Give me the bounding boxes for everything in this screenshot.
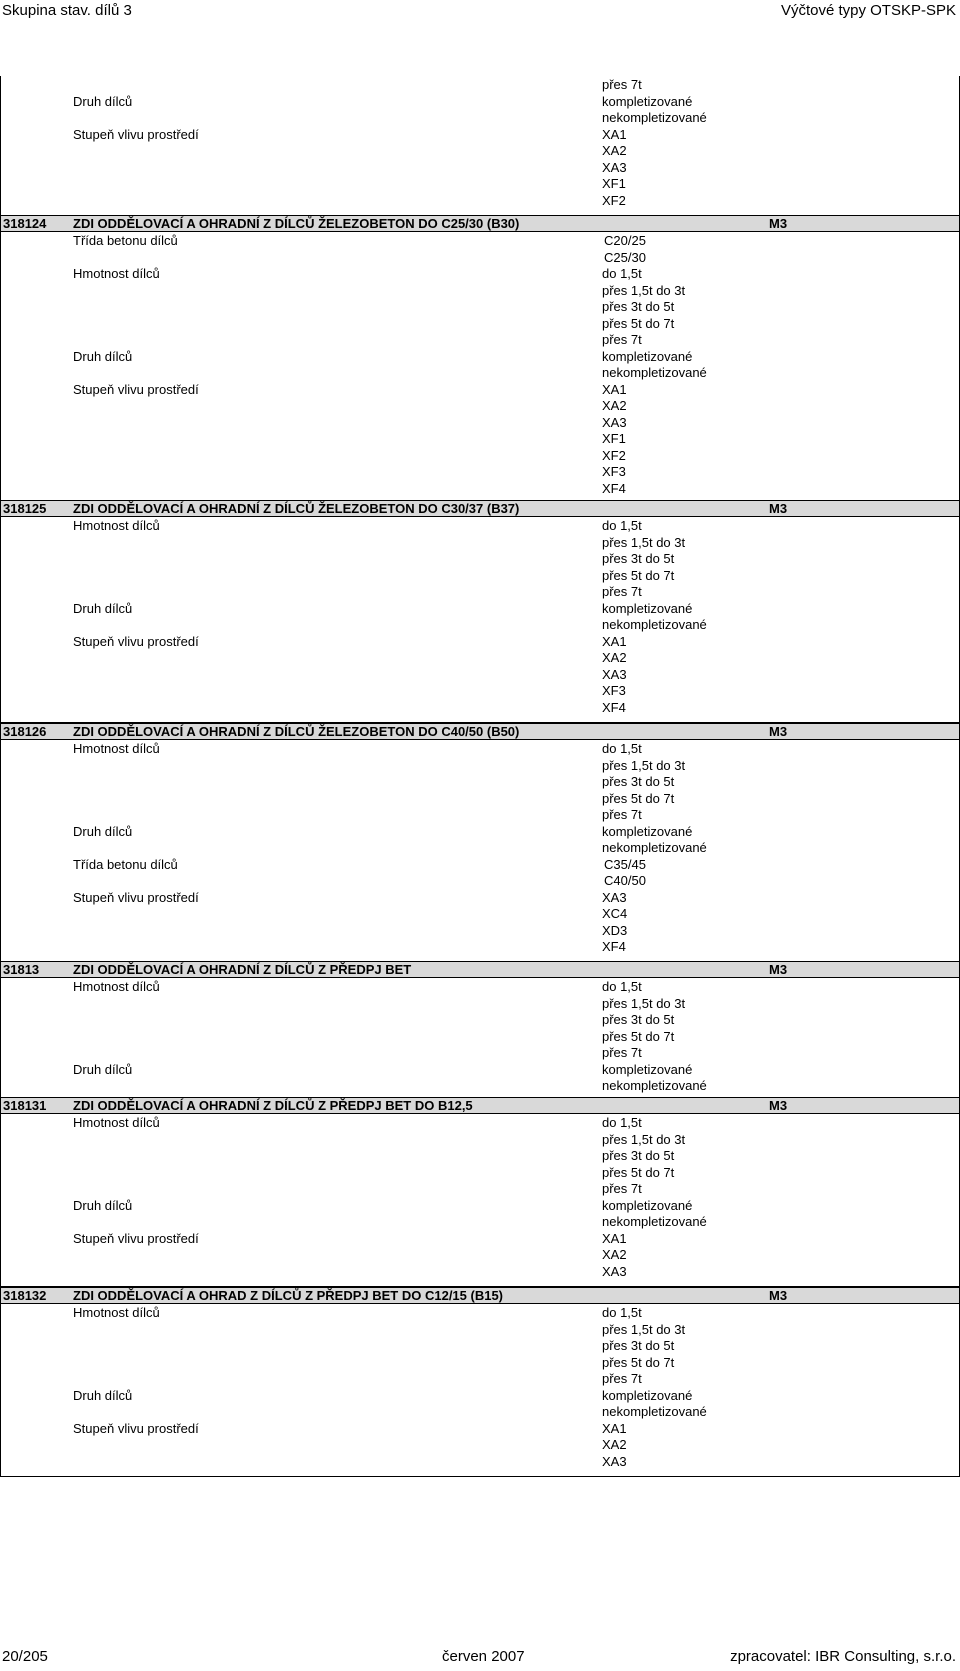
value-item: XD3 — [602, 922, 628, 938]
value-item: přes 7t — [602, 1371, 642, 1386]
value-item: kompletizované — [602, 1387, 693, 1403]
item-unit: M3 — [769, 1288, 788, 1303]
value-item: přes 1,5t do 3t — [602, 1321, 686, 1337]
value-item: XF4 — [602, 939, 626, 954]
value-item: XF3 — [602, 464, 626, 479]
param-label: Druh dílců — [73, 823, 133, 839]
item-unit: M3 — [769, 962, 788, 977]
item-header-bar — [1, 215, 959, 232]
value-item: C25/30 — [604, 249, 646, 265]
value-item: přes 3t do 5t — [602, 1338, 675, 1353]
value-item: do 1,5t — [602, 518, 642, 533]
value-item: XF4 — [602, 699, 626, 715]
value-item: XC4 — [602, 906, 628, 921]
value-item: přes 7t — [602, 584, 642, 599]
value-item: do 1,5t — [602, 741, 642, 756]
param-label: Druh dílců — [73, 1197, 133, 1213]
value-item: kompletizované — [602, 600, 693, 616]
value-item: přes 5t do 7t — [602, 790, 675, 806]
value-item: XA2 — [602, 398, 627, 413]
value-item: přes 5t do 7t — [602, 1164, 675, 1180]
value-item: přes 3t do 5t — [602, 1148, 675, 1163]
value-item: XF2 — [602, 192, 626, 208]
item-unit: M3 — [769, 724, 788, 739]
value-item: kompletizované — [602, 93, 693, 109]
block-bottom-border — [1, 1476, 959, 1477]
value-item: přes 3t do 5t — [602, 774, 675, 789]
value-item: kompletizované — [602, 1061, 693, 1077]
item-title: ZDI ODDĚLOVACÍ A OHRAD Z DÍLCŮ Z PŘEDPJ BET DO C12/15 (B15) — [73, 1288, 504, 1303]
value-item: XA1 — [602, 381, 627, 397]
param-label: Stupeň vlivu prostředí — [73, 126, 199, 142]
item-block — [0, 215, 960, 504]
value-item: přes 7t — [602, 332, 642, 347]
value-item: přes 5t do 7t — [602, 1028, 675, 1044]
param-label: Druh dílců — [73, 93, 133, 109]
value-item: do 1,5t — [602, 1305, 642, 1320]
param-label: Stupeň vlivu prostředí — [73, 381, 199, 397]
item-header-bar — [1, 500, 959, 517]
value-item: XA2 — [602, 1437, 627, 1452]
value-item: XF2 — [602, 447, 626, 463]
param-label: Třída betonu dílců — [73, 233, 178, 248]
param-label: Druh dílců — [73, 1387, 133, 1403]
value-item: kompletizované — [602, 348, 693, 364]
value-item: XA3 — [602, 414, 627, 430]
footer-page-number: 20/205 — [2, 1648, 48, 1665]
item-block — [0, 1097, 960, 1287]
value-item: přes 1,5t do 3t — [602, 282, 686, 298]
item-code: 31813 — [3, 962, 40, 977]
item-unit: M3 — [769, 1098, 788, 1113]
param-label: Stupeň vlivu prostředí — [73, 1420, 199, 1436]
param-label: Hmotnost dílců — [73, 266, 160, 281]
value-item: XF1 — [602, 431, 626, 446]
value-item: XA1 — [602, 1420, 627, 1436]
item-title: ZDI ODDĚLOVACÍ A OHRADNÍ Z DÍLCŮ ŽELEZOBETON DO C30/37 (B37) — [73, 501, 520, 516]
value-item: přes 5t do 7t — [602, 567, 675, 583]
footer-author: zpracovatel: IBR Consulting, s.r.o. — [730, 1648, 956, 1665]
value-item: přes 1,5t do 3t — [602, 1131, 686, 1147]
footer-date: červen 2007 — [442, 1648, 525, 1665]
value-item: přes 7t — [602, 77, 642, 92]
value-item: C40/50 — [604, 873, 646, 888]
value-item: XA2 — [602, 650, 627, 665]
param-label: Hmotnost dílců — [73, 1305, 160, 1320]
value-item: XF1 — [602, 176, 626, 191]
value-item: přes 5t do 7t — [602, 315, 675, 331]
item-header-bar — [1, 1097, 959, 1114]
value-item: C35/45 — [604, 856, 646, 872]
item-title: ZDI ODDĚLOVACÍ A OHRADNÍ Z DÍLCŮ Z PŘEDPJ BET DO B12,5 — [73, 1098, 473, 1113]
param-label: Hmotnost dílců — [73, 1115, 160, 1130]
item-unit: M3 — [769, 216, 788, 231]
value-item: nekompletizované — [602, 617, 707, 632]
param-label: Stupeň vlivu prostředí — [73, 633, 199, 649]
value-item: XA3 — [602, 1263, 627, 1279]
page-header — [0, 0, 960, 30]
item-title: ZDI ODDĚLOVACÍ A OHRADNÍ Z DÍLCŮ Z PŘEDPJ BET — [73, 962, 412, 977]
item-header-bar — [1, 1287, 959, 1304]
param-label: Hmotnost dílců — [73, 979, 160, 994]
value-item: přes 1,5t do 3t — [602, 757, 686, 773]
value-item: XA2 — [602, 143, 627, 158]
value-item: nekompletizované — [602, 1214, 707, 1229]
param-label: Hmotnost dílců — [73, 518, 160, 533]
item-title: ZDI ODDĚLOVACÍ A OHRADNÍ Z DÍLCŮ ŽELEZOBETON DO C25/30 (B30) — [73, 216, 520, 231]
item-code: 318126 — [3, 724, 47, 739]
item-code: 318131 — [3, 1098, 47, 1113]
value-item: XA3 — [602, 159, 627, 175]
value-item: XF3 — [602, 683, 626, 698]
item-block — [0, 723, 960, 963]
value-item: do 1,5t — [602, 1115, 642, 1130]
item-header-bar — [1, 723, 959, 740]
value-item: XA3 — [602, 666, 627, 682]
item-code: 318132 — [3, 1288, 47, 1303]
item-header-bar — [1, 961, 959, 978]
value-item: XF4 — [602, 480, 626, 496]
value-item: přes 7t — [602, 807, 642, 822]
item-block — [0, 961, 960, 1102]
value-item: nekompletizované — [602, 1078, 707, 1093]
value-item: přes 3t do 5t — [602, 551, 675, 566]
value-item: přes 1,5t do 3t — [602, 534, 686, 550]
page-footer — [0, 1648, 960, 1670]
value-item: kompletizované — [602, 1197, 693, 1213]
param-label: Třída betonu dílců — [73, 856, 178, 872]
value-item: nekompletizované — [602, 365, 707, 380]
item-code: 318125 — [3, 501, 47, 516]
value-item: přes 3t do 5t — [602, 1012, 675, 1027]
param-label: Druh dílců — [73, 348, 133, 364]
value-item: nekompletizované — [602, 110, 707, 125]
item-block — [0, 500, 960, 723]
value-item: přes 5t do 7t — [602, 1354, 675, 1370]
header-right: Výčtové typy OTSKP-SPK — [780, 2, 956, 19]
param-label: Stupeň vlivu prostředí — [73, 889, 199, 905]
item-code: 318124 — [3, 216, 47, 231]
value-item: XA1 — [602, 126, 627, 142]
value-item: XA1 — [602, 1230, 627, 1246]
value-item: přes 3t do 5t — [602, 299, 675, 314]
value-item: nekompletizované — [602, 1404, 707, 1419]
header-left: Skupina stav. dílů 3 — [2, 2, 132, 19]
value-item: do 1,5t — [602, 266, 642, 281]
value-item: přes 7t — [602, 1045, 642, 1060]
value-item: C20/25 — [604, 233, 646, 248]
param-label: Druh dílců — [73, 600, 133, 616]
item-title: ZDI ODDĚLOVACÍ A OHRADNÍ Z DÍLCŮ ŽELEZOBETON DO C40/50 (B50) — [73, 724, 520, 739]
value-item: XA1 — [602, 633, 627, 649]
value-item: přes 7t — [602, 1181, 642, 1196]
param-label: Hmotnost dílců — [73, 741, 160, 756]
item-block — [0, 1287, 960, 1477]
param-label: Druh dílců — [73, 1061, 133, 1077]
value-item: přes 1,5t do 3t — [602, 995, 686, 1011]
value-item: do 1,5t — [602, 979, 642, 994]
value-item: XA3 — [602, 889, 627, 905]
param-label: Stupeň vlivu prostředí — [73, 1230, 199, 1246]
value-item: nekompletizované — [602, 840, 707, 855]
value-item: kompletizované — [602, 823, 693, 839]
continuation-block — [0, 76, 960, 220]
item-unit: M3 — [769, 501, 788, 516]
value-item: XA2 — [602, 1247, 627, 1262]
value-item: XA3 — [602, 1453, 627, 1469]
